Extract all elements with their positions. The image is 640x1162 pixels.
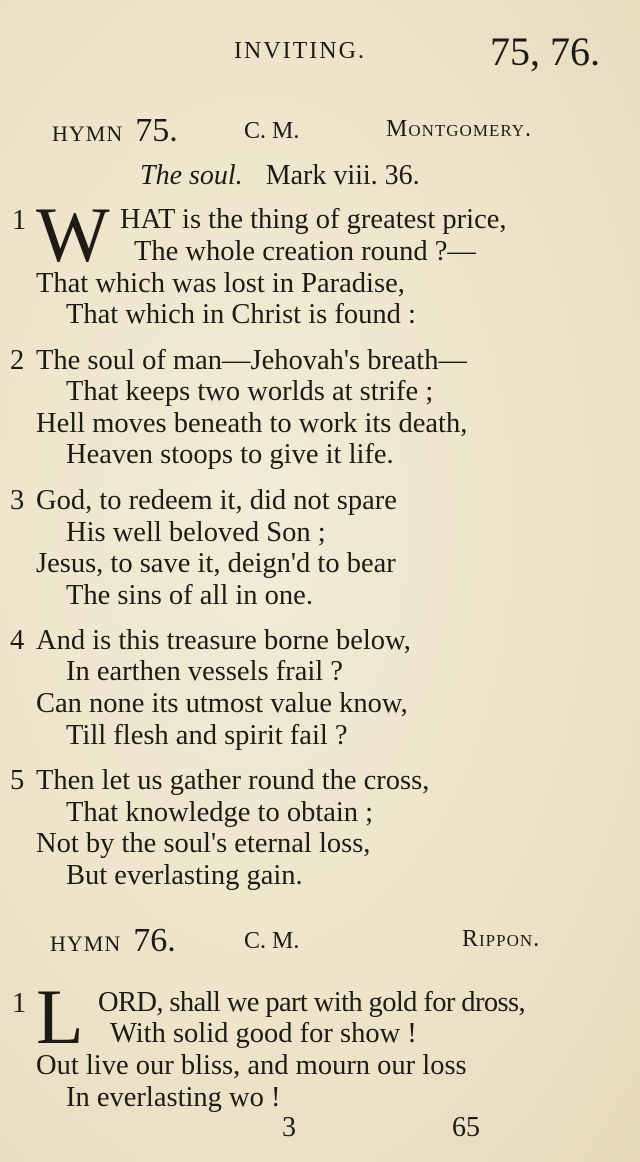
hymn-number: 75.	[135, 112, 178, 149]
hymn-number: 76.	[133, 922, 176, 959]
hymn-75-subject-line	[140, 160, 420, 192]
verse-line: God, to redeem it, did not spare	[36, 485, 397, 516]
verse-line: Jesus, to save it, deign'd to bear	[36, 548, 396, 579]
verse-line: And is this treasure borne below,	[36, 625, 411, 656]
verse-line: In everlasting wo !	[66, 1082, 281, 1113]
verse-number: 1	[12, 988, 27, 1019]
verse-line: But everlasting gain.	[66, 860, 303, 891]
verse-line: Not by the soul's eternal loss,	[36, 828, 371, 859]
hymn-label: HYMN	[50, 931, 122, 956]
verse-line: Hell moves beneath to work its death,	[36, 408, 468, 439]
verse-line: Then let us gather round the cross,	[36, 765, 430, 796]
hymn-label: HYMN	[52, 121, 124, 146]
drop-cap: L	[36, 973, 84, 1060]
hymn-76-heading	[50, 922, 176, 960]
verse-line: Out live our bliss, and mourn our loss	[36, 1050, 467, 1081]
verse-line: The whole creation round ?—	[134, 236, 476, 267]
running-hymn-numbers: 75, 76.	[490, 29, 600, 74]
hymn-subject: The soul.	[140, 160, 243, 191]
hymn-75-meter: C. M.	[244, 118, 300, 144]
verse-line: That which was lost in Paradise,	[36, 268, 405, 299]
running-title: INVITING.	[234, 38, 366, 64]
verse-number: 1	[12, 205, 27, 236]
verse-line: Heaven stoops to give it life.	[66, 439, 394, 470]
signature-mark: 3	[282, 1112, 296, 1143]
scripture-reference: Mark viii. 36.	[265, 160, 420, 191]
verse-line: That knowledge to obtain ;	[66, 797, 374, 828]
verse-line: That keeps two worlds at strife ;	[66, 376, 434, 407]
verse-line: Can none its utmost value know,	[36, 688, 408, 719]
verse-line: That which in Christ is found :	[66, 299, 416, 330]
verse-number: 5	[10, 765, 25, 796]
verse-line: The sins of all in one.	[66, 580, 313, 611]
verse-number: 2	[10, 345, 25, 376]
verse-number: 4	[10, 625, 25, 656]
verse-line: HAT is the thing of greatest price,	[120, 204, 507, 235]
page-number: 65	[452, 1112, 480, 1143]
verse-number: 3	[10, 485, 25, 516]
hymn-75-heading	[52, 112, 178, 150]
verse-line: The soul of man—Jehovah's breath—	[36, 345, 467, 376]
hymn-76-meter: C. M.	[244, 928, 300, 954]
verse-line: ORD, shall we part with gold for dross,	[98, 987, 526, 1018]
verse-line: His well beloved Son ;	[66, 517, 326, 548]
drop-cap: W	[36, 191, 110, 278]
verse-line: In earthen vessels frail ?	[66, 656, 343, 687]
hymn-75-tune: Montgomery.	[386, 116, 533, 142]
verse-line: With solid good for show !	[110, 1018, 417, 1049]
verse-line: Till flesh and spirit fail ?	[66, 720, 348, 751]
hymn-76-tune: Rippon.	[462, 926, 541, 952]
